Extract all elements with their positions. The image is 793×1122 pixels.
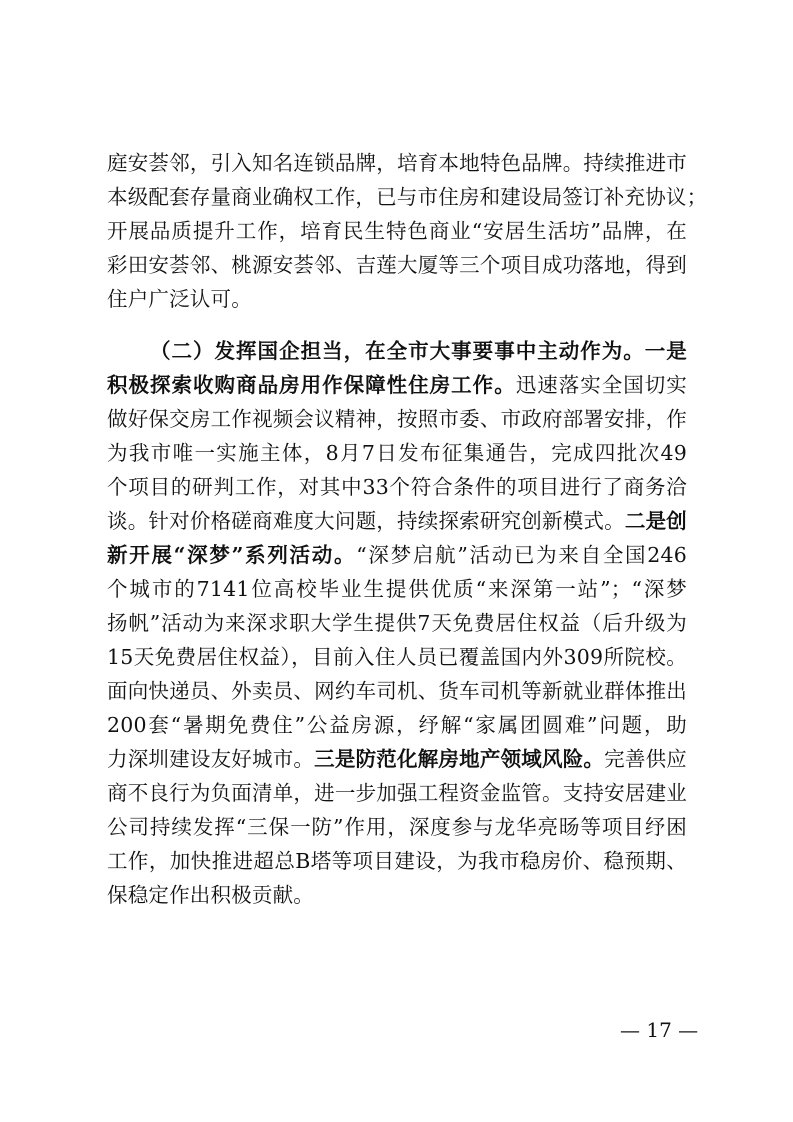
text-span: 面向快递员、外卖员、网约车司机、货车司机等新就业群体推出: [107, 679, 687, 703]
text-line-10: [107, 470, 687, 504]
text-line-8: [107, 402, 687, 436]
text-line-5: [107, 282, 687, 316]
section-heading-line: [150, 334, 687, 368]
text-line-12: [107, 538, 687, 572]
bold-phrase: 新开展“深梦”系列活动。: [107, 543, 357, 567]
text-span: 商不良行为负面清单，进一步加强工程资金监管。支持安居建业: [107, 781, 687, 805]
text-span: 庭安荟邻，引入知名连锁品牌，培育本地特色品牌。持续推进市: [107, 151, 687, 175]
text-line-9: [107, 436, 687, 470]
text-span: 15天免费居住权益），目前入住人员已覆盖国内外309所院校。: [107, 645, 687, 669]
text-span: 完善供应: [604, 747, 687, 771]
text-span: 扬帆”活动为来深求职大学生提供7天免费居住权益（后升级为: [107, 611, 687, 635]
bold-phrase: 三是防范化解房地产领域风险。: [314, 747, 605, 771]
text-line-15: [107, 640, 687, 674]
text-span: 公司持续发挥“三保一防”作用，深度参与龙华亮旸等项目纾困: [107, 815, 687, 839]
text-line-1: [107, 146, 687, 180]
text-span: 工作，加快推进超总B塔等项目建设，为我市稳房价、稳预期、: [107, 849, 687, 873]
text-line-13: [107, 572, 687, 606]
text-line-16: [107, 674, 687, 708]
text-line-4: [107, 248, 687, 282]
text-line-14: [107, 606, 687, 640]
text-span: 保稳定作出积极贡献。: [107, 883, 314, 907]
text-span: 做好保交房工作视频会议精神，按照市委、市政府部署安排，作: [107, 407, 687, 431]
text-line-3: [107, 214, 687, 248]
bold-phrase: 二是创: [624, 509, 688, 533]
text-span: 本级配套存量商业确权工作，已与市住房和建设局签订补充协议；: [107, 185, 708, 209]
text-line-17: [107, 708, 687, 742]
text-line-20: [107, 810, 687, 844]
text-line-7: [107, 368, 687, 402]
bold-phrase: 积极探索收购商品房用作保障性住房工作。: [107, 373, 516, 397]
text-span: 迅速落实全国切实: [515, 373, 687, 397]
text-line-18: [107, 742, 687, 776]
text-line-11: [107, 504, 687, 538]
text-line-21: [107, 844, 687, 878]
text-span: 为我市唯一实施主体，8月7日发布征集通告，完成四批次49: [107, 441, 687, 465]
text-span: 个城市的7141位高校毕业生提供优质“来深第一站”；“深梦: [107, 577, 687, 601]
text-span: 彩田安荟邻、桃源安荟邻、吉莲大厦等三个项目成功落地，得到: [107, 253, 687, 277]
text-line-22: [107, 878, 687, 912]
text-span: 200套“暑期免费住”公益房源，纾解“家属团圆难”问题，助: [107, 713, 687, 737]
text-span: 个项目的研判工作，对其中33个符合条件的项目进行了商务洽: [107, 475, 687, 499]
text-span: 力深圳建设友好城市。: [107, 747, 315, 771]
section-heading: （二）发挥国企担当，在全市大事要事中主动作为。一是: [150, 339, 687, 363]
text-line-19: [107, 776, 687, 810]
text-span: “深梦启航”活动已为来自全国246: [356, 543, 687, 567]
page-number: — 17 —: [620, 1018, 699, 1042]
text-span: 谈。针对价格磋商难度大问题，持续探索研究创新模式。: [107, 509, 625, 533]
text-span: 住户广泛认可。: [107, 287, 252, 311]
text-line-2: [107, 180, 708, 214]
text-span: 开展品质提升工作，培育民生特色商业“安居生活坊”品牌，在: [107, 219, 687, 243]
